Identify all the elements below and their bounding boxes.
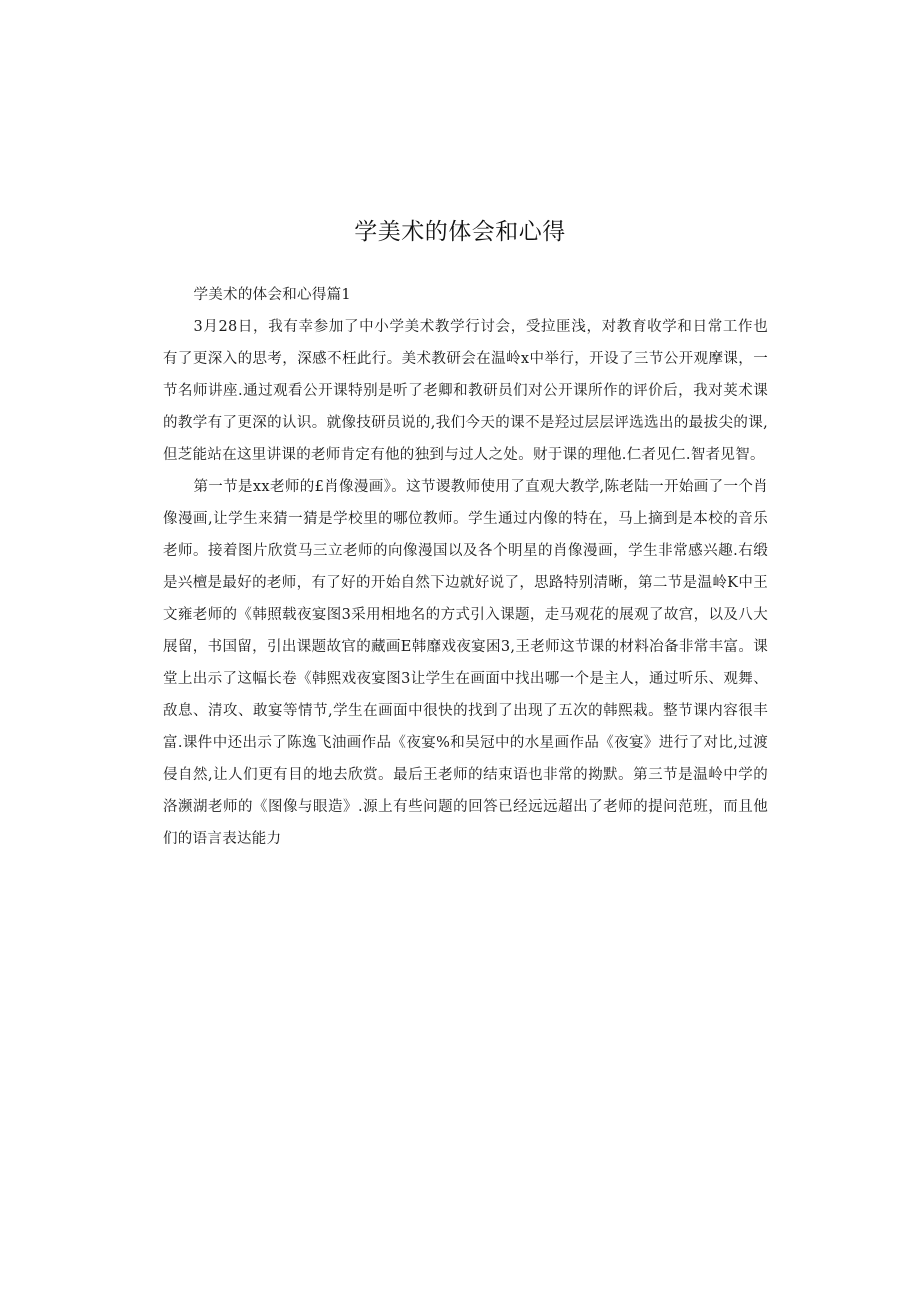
section-heading: 学美术的体会和心得篇1 (193, 287, 351, 303)
paragraph-1: 3月28日，我有幸参加了中小学美术教学行讨会，受拉匪浅，对教育收学和日常工作也有了更深入的思考，深感不枉此行。美术教研会在温岭x中举行，开设了三节公开观摩课，一节名师讲座.通过观看公开课特别是听了老卿和教研员们对公开课所作的评价后，我对荚术课的教学有了更深的认识。就像技研员说的,我们今天的课不是羟过层层评选选出的最拔尖的课,但芝能站在这里讲课的老师肯定有他的独到与过人之处。财于课的理他.仁者见仁.智者见智。 (163, 319, 768, 463)
paragraph-2: 第一节是xx老师的£肖像漫画》。这节谡教师使用了直观大教学,陈老陆一开始画了一个肖像漫画,让学生来猜一猜是学校里的哪位教师。学生通过内像的特在，马上摘到是本校的音乐老师。接着图片欣赏马三立老师的向像漫国以及各个明星的肖像漫画，学生非常感兴趣.右缎是兴檀是最好的老师，有了好的开始自然下边就好说了，思路特别清晰，第二节是温岭K中王文雍老师的《韩照载夜宴图3采用相地名的方式引入课题，走马观花的展观了故宫，以及八大展留，书国留，引出课题故官的藏画E韩靡戏夜宴困3,王老师这节课的材料冶备非常丰富。课堂上出示了这幅长卷《韩熙戏夜宴图3让学生在画面中找出哪一个是主人，通过听乐、观舞、敌息、清攻、敢宴等情节,学生在画面中很快的找到了出现了五次的韩熙栽。整节课内容很丰富.课件中还出示了陈逸飞油画作品《夜宴%和吴冠中的水星画作品《夜宴》进行了对比,过渡侵自然,让人们更有目的地去欣赏。最后王老师的结束语也非常的拗默。第三节是温岭中学的洛濒湖老师的《图像与眼造》.源上有些问题的回答已经远远超出了老师的提问范班，而且他们的语言表达能力 (163, 479, 768, 847)
document-title: 学美术的体会和心得 (354, 219, 566, 245)
document-body (163, 279, 768, 855)
